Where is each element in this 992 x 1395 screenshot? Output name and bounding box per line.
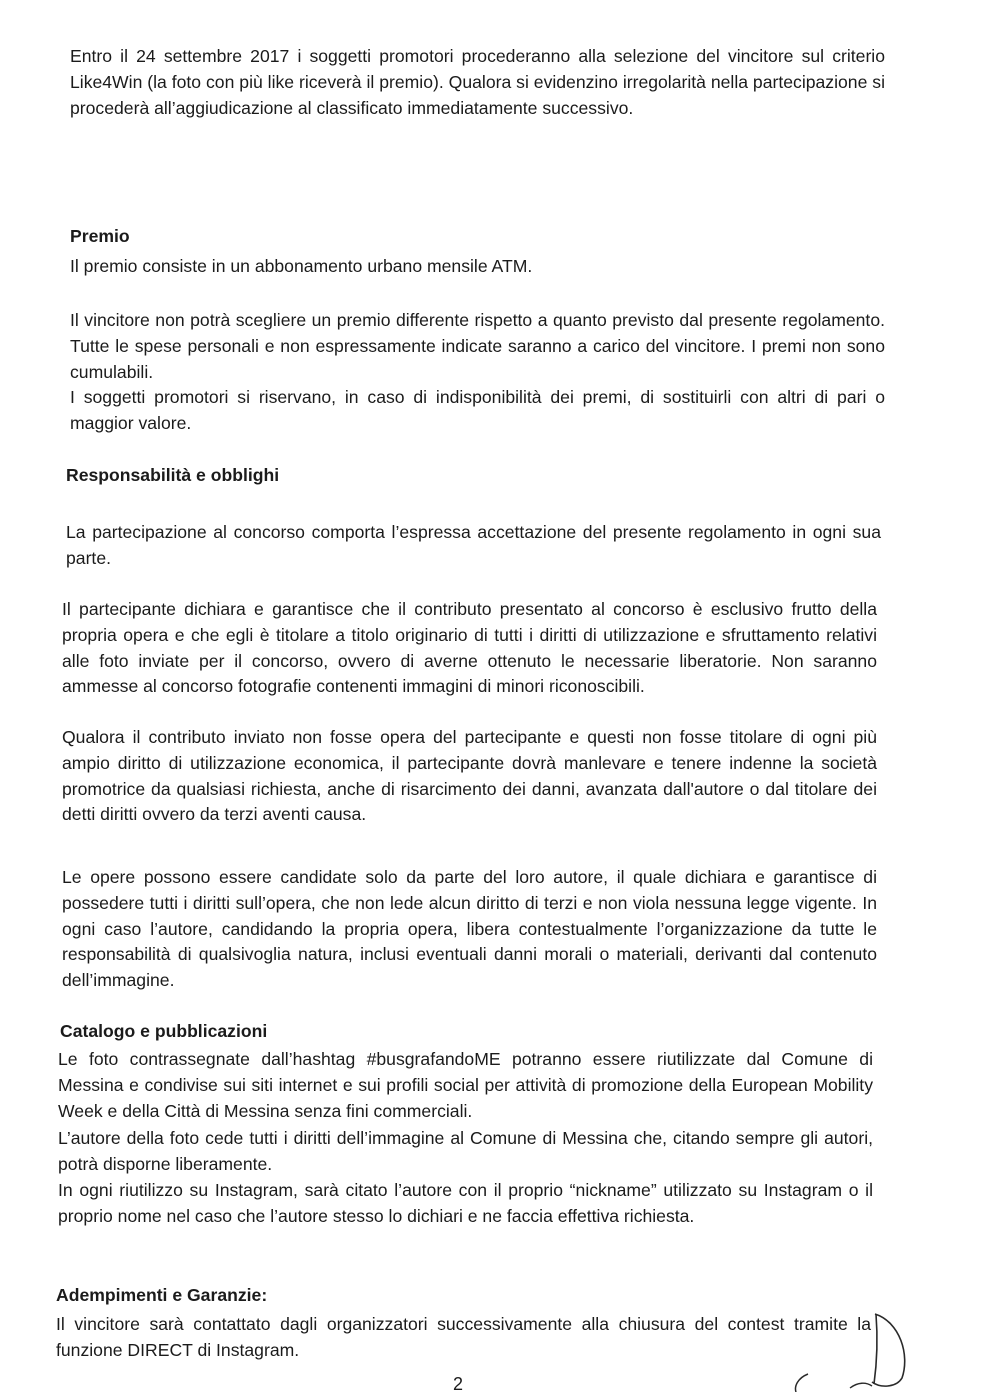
adempimenti-paragraph-1: Il vincitore sarà contattato dagli organizzatori successivamente alla chiusura del contest tramite la funzione DIRECT di Instagram.	[56, 1314, 871, 1360]
catalogo-paragraph-3: In ogni riutilizzo su Instagram, sarà citato l’autore con il proprio “nickname” utilizzato su Instagram o il proprio nome nel caso che l’autore stesso lo dichiari e ne faccia effettiva richiesta.	[58, 1180, 873, 1226]
responsabilita-paragraph-4: Le opere possono essere candidate solo da parte del loro autore, il quale dichiara e garantisce di possedere tutti i diritti sull’opera, che non lede alcun diritto di terzi e non viola nessuna legge vigente. In ogni caso l’autore, candidando la propria opera, libera contestualmente l’organizzazione da tutte le responsabilità di qualsivoglia natura, inclusi eventuali danni morali o materiali, derivanti dal contenuto dell’immagine.	[62, 867, 877, 991]
section-heading-adempimenti: Adempimenti e Garanzie:	[56, 1285, 268, 1305]
responsabilita-paragraph-3: Qualora il contributo inviato non fosse opera del partecipante e questi non fosse titolare di ogni più ampio diritto di utilizzazione economica, il partecipante dovrà manlevare e tenere indenne la società promotrice da qualsiasi richiesta, anche di risarcimento dei danni, avanzata dall'autore o dal titolare dei detti diritti ovvero da terzi aventi causa.	[62, 727, 877, 825]
responsabilita-paragraph-1: La partecipazione al concorso comporta l’espressa accettazione del presente regolamento in ogni sua parte.	[66, 522, 881, 568]
premio-paragraph-3: I soggetti promotori si riservano, in caso di indisponibilità dei premi, di sostituirli con altri di pari o maggior valore.	[70, 387, 885, 433]
premio-paragraph-2: Il vincitore non potrà scegliere un premio differente rispetto a quanto previsto dal presente regolamento. Tutte le spese personali e non espressamente indicate saranno a carico del vincitore. I premi non sono cumulabili.	[70, 310, 885, 382]
premio-paragraph-1: Il premio consiste in un abbonamento urbano mensile ATM.	[70, 256, 533, 276]
responsabilita-paragraph-2: Il partecipante dichiara e garantisce che il contributo presentato al concorso è esclusivo frutto della propria opera e che egli è titolare a titolo originario di tutti i diritti di utilizzazione e sfruttamento relativi alle foto inviate per il concorso, ovvero di averne ottenuto le necessarie liberatorie. Non saranno ammesse al concorso fotografie contenenti immagini di minori riconoscibili.	[62, 599, 877, 697]
page-number: 2	[453, 1374, 464, 1394]
section-heading-catalogo: Catalogo e pubblicazioni	[60, 1021, 268, 1041]
intro-paragraph: Entro il 24 settembre 2017 i soggetti promotori procederanno alla selezione del vincitore sul criterio Like4Win (la foto con più like riceverà il premio). Qualora si evidenzino irregolarità nella partecipazione si procederà all’aggiudicazione al classificato immediatamente successivo.	[70, 46, 885, 118]
catalogo-paragraph-1: Le foto contrassegnate dall’hashtag #busgrafandoME potranno essere riutilizzate dal Comune di Messina e condivise sui siti internet e sui profili social per attività di promozione della European Mobility Week e della Città di Messina senza fini commerciali.	[58, 1049, 873, 1121]
handwritten-initials-signature	[780, 1300, 930, 1392]
catalogo-paragraph-2: L’autore della foto cede tutti i diritti dell’immagine al Comune di Messina che, citando sempre gli autori, potrà disporne liberamente.	[58, 1128, 873, 1174]
section-heading-premio: Premio	[70, 226, 130, 246]
section-heading-responsabilita: Responsabilità e obblighi	[66, 465, 280, 485]
